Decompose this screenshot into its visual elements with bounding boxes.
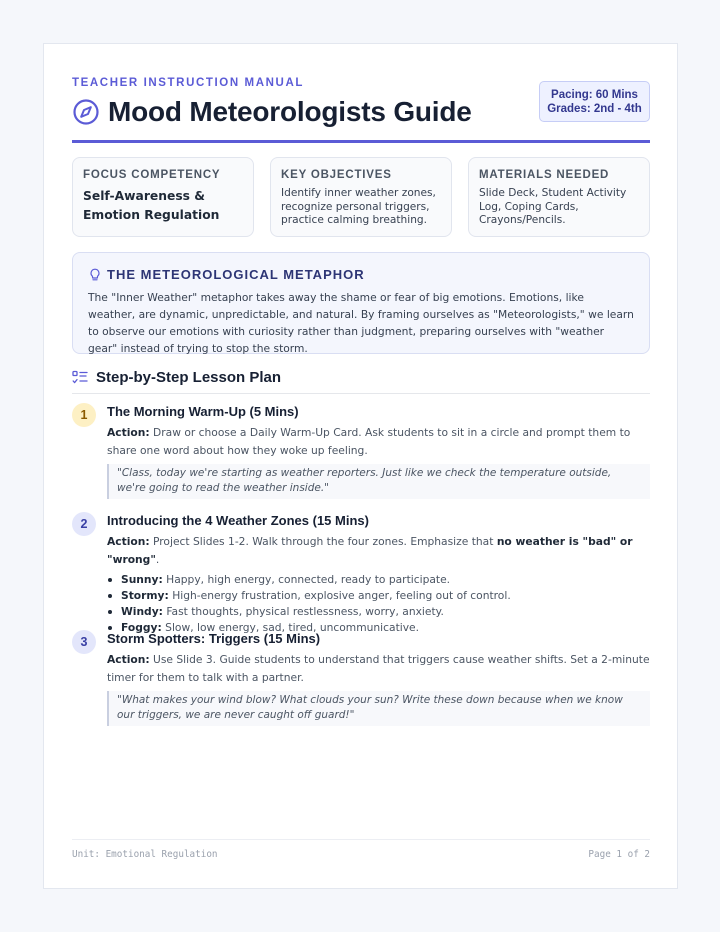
metaphor-heading: THE METEOROLOGICAL METAPHOR	[107, 267, 365, 282]
info-cards	[72, 157, 650, 237]
action-emphasis: no weather is "bad" or "wrong"	[107, 535, 633, 566]
grades-text: Grades: 2nd - 4th	[547, 103, 642, 115]
zone-desc: Slow, low energy, sad, tired, uncommunicative.	[165, 621, 420, 634]
checklist-icon	[72, 370, 88, 386]
focus-card	[72, 157, 254, 237]
materials-text: Slide Deck, Student Activity Log, Coping Cards, Crayons/Pencils.	[479, 187, 627, 226]
footer-divider	[72, 839, 650, 840]
pacing-badge	[539, 81, 650, 122]
zone-item-stormy	[107, 588, 650, 604]
page-footer	[72, 849, 650, 860]
step-number-badge: 2	[72, 512, 96, 536]
action-end: .	[155, 552, 160, 566]
lesson-plan-divider	[72, 393, 650, 394]
page-content	[72, 44, 650, 888]
lesson-plan-title: Step-by-Step Lesson Plan	[96, 369, 282, 386]
title-row	[72, 96, 472, 128]
step-action	[107, 533, 650, 568]
zone-desc: High-energy frustration, explosive anger, feeling out of control.	[172, 589, 511, 602]
materials-card	[468, 157, 650, 237]
step-body	[107, 630, 650, 726]
action-label: Action:	[107, 535, 150, 548]
objectives-heading: KEY OBJECTIVES	[281, 169, 392, 181]
step-action	[107, 424, 650, 459]
zone-desc: Happy, high energy, connected, ready to participate.	[166, 573, 451, 586]
step-body	[107, 403, 650, 499]
objectives-card	[270, 157, 452, 237]
step-number-badge: 3	[72, 630, 96, 654]
step-title: Storm Spotters: Triggers (15 Mins)	[107, 631, 321, 646]
action-text: Draw or choose a Daily Warm-Up Card. Ask students to sit in a circle and prompt them to share one word about how they woke up feeling.	[107, 426, 631, 457]
zone-desc: Fast thoughts, physical restlessness, worry, anxiety.	[166, 605, 444, 618]
title-divider	[72, 140, 650, 143]
action-text: Project Slides 1-2. Walk through the four zones. Emphasize that	[153, 535, 494, 548]
metaphor-callout	[72, 252, 650, 354]
action-label: Action:	[107, 653, 150, 666]
eyebrow-label: TEACHER INSTRUCTION MANUAL	[72, 77, 304, 89]
teacher-quote: "Class, today we're starting as weather reporters. Just like we check the temperature outside, we're going to read the weather inside."	[107, 464, 650, 499]
pacing-text: Pacing: 60 Mins	[551, 89, 638, 101]
footer-page-number: Page 1 of 2	[588, 849, 650, 860]
zone-item-windy	[107, 604, 650, 620]
document-page	[43, 43, 678, 889]
focus-text: Self-Awareness & Emotion Regulation	[83, 189, 220, 222]
lesson-plan-header	[72, 369, 281, 386]
step-title: Introducing the 4 Weather Zones (15 Mins)	[107, 513, 369, 528]
lightbulb-icon	[88, 268, 102, 282]
compass-icon	[72, 98, 100, 126]
metaphor-text: The "Inner Weather" metaphor takes away the shame or fear of big emotions. Emotions, like weather, are dynamic, unpredictable, and natural. By framing ourselves as "Meteorologists," we learn to observe our emotions with curiosity rather than judgment, preparing ourselves with "weather gear" instead of trying to stop the storm.	[88, 291, 634, 355]
zone-name: Stormy:	[121, 589, 169, 602]
step-number-badge: 1	[72, 403, 96, 427]
objectives-text: Identify inner weather zones, recognize personal triggers, practice calming breathing.	[281, 187, 436, 226]
action-text: Use Slide 3. Guide students to understand that triggers cause weather shifts. Set a 2-minute timer for them to talk with a partner.	[107, 653, 650, 684]
metaphor-header	[88, 267, 634, 282]
weather-zones-list	[107, 572, 650, 636]
step-title: The Morning Warm-Up (5 Mins)	[107, 404, 299, 419]
action-label: Action:	[107, 426, 150, 439]
step-body	[107, 512, 650, 636]
zone-name: Windy:	[121, 605, 163, 618]
page-title: Mood Meteorologists Guide	[108, 96, 472, 127]
zone-name: Foggy:	[121, 621, 162, 634]
materials-heading: MATERIALS NEEDED	[479, 169, 610, 181]
teacher-quote: "What makes your wind blow? What clouds your sun? Write these down because when we know our triggers, we are never caught off guard!"	[107, 691, 650, 726]
zone-item-sunny	[107, 572, 650, 588]
footer-unit: Unit: Emotional Regulation	[72, 849, 218, 860]
zone-name: Sunny:	[121, 573, 163, 586]
step-action	[107, 651, 650, 686]
focus-heading: FOCUS COMPETENCY	[83, 169, 221, 181]
